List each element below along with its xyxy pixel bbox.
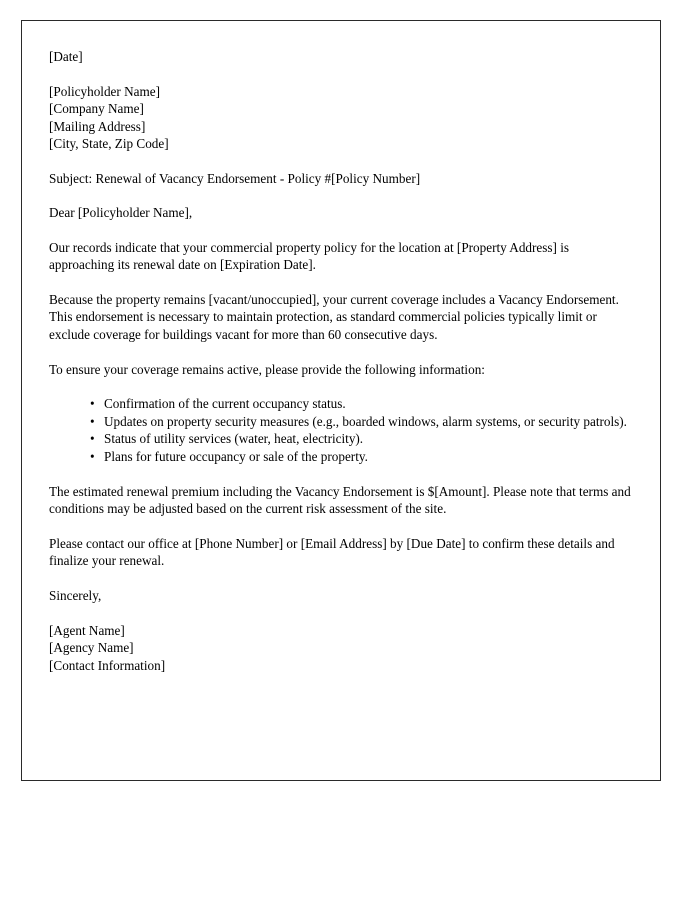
- signature-agent-name: [Agent Name]: [49, 622, 125, 638]
- letter-content: [49, 48, 633, 691]
- list-item: [90, 395, 633, 413]
- paragraph-vacancy-endorsement: Because the property remains [vacant/unoccupied], your current coverage includes a Vacancy Endorsement. This endorsement is necessary to maintain protection, as standard commercial policies typically limit or exclude coverage for buildings vacant for more than 60 consecutive days.: [49, 291, 619, 343]
- paragraph-information-request-intro: To ensure your coverage remains active, please provide the following information:: [49, 361, 485, 377]
- signature-agency-name: [Agency Name]: [49, 640, 134, 655]
- bullet-icon: •: [90, 396, 95, 412]
- sign-off: Sincerely,: [49, 588, 102, 603]
- signature-block: [49, 622, 633, 675]
- document-page-frame: [21, 20, 661, 781]
- paragraph-contact-instructions: Please contact our office at [Phone Number] or [Email Address] by [Due Date] to confirm these details and finalize your renewal.: [49, 535, 615, 569]
- paragraph-renewal-premium: The estimated renewal premium including the Vacancy Endorsement is $[Amount]. Please note that terms and conditions may be adjusted based on the current risk assessment of the site.: [49, 483, 631, 517]
- list-item-text: Confirmation of the current occupancy status.: [104, 396, 346, 412]
- signature-contact-information: [Contact Information]: [49, 657, 166, 673]
- list-item-text: Plans for future occupancy or sale of the property.: [104, 449, 368, 465]
- list-item-text: Updates on property security measures (e.g., boarded windows, alarm systems, or security patrols).: [104, 413, 627, 429]
- recipient-policyholder-name: [Policyholder Name]: [49, 83, 160, 99]
- date-block: [49, 48, 633, 66]
- bullet-icon: •: [90, 413, 95, 429]
- requested-information-list: [49, 395, 633, 465]
- recipient-city-state-zip: [City, State, Zip Code]: [49, 136, 169, 151]
- list-item-text: Status of utility services (water, heat, electricity).: [104, 431, 364, 447]
- list-item: [90, 448, 633, 466]
- salutation: Dear [Policyholder Name],: [49, 205, 193, 221]
- list-item: [90, 430, 633, 448]
- paragraph-renewal-notice: Our records indicate that your commercial property policy for the location at [Property Address] is approaching its renewal date on [Expiration Date].: [49, 239, 570, 273]
- date-line: [Date]: [49, 49, 83, 64]
- recipient-company-name: [Company Name]: [49, 101, 144, 116]
- list-item: [90, 413, 633, 431]
- sign-off-block: [49, 587, 633, 605]
- subject-line: Subject: Renewal of Vacancy Endorsement - Policy #[Policy Number]: [49, 170, 421, 186]
- recipient-mailing-address: [Mailing Address]: [49, 118, 146, 134]
- recipient-address-block: [49, 83, 633, 153]
- bullet-icon: •: [90, 449, 95, 465]
- bullet-icon: •: [90, 431, 95, 447]
